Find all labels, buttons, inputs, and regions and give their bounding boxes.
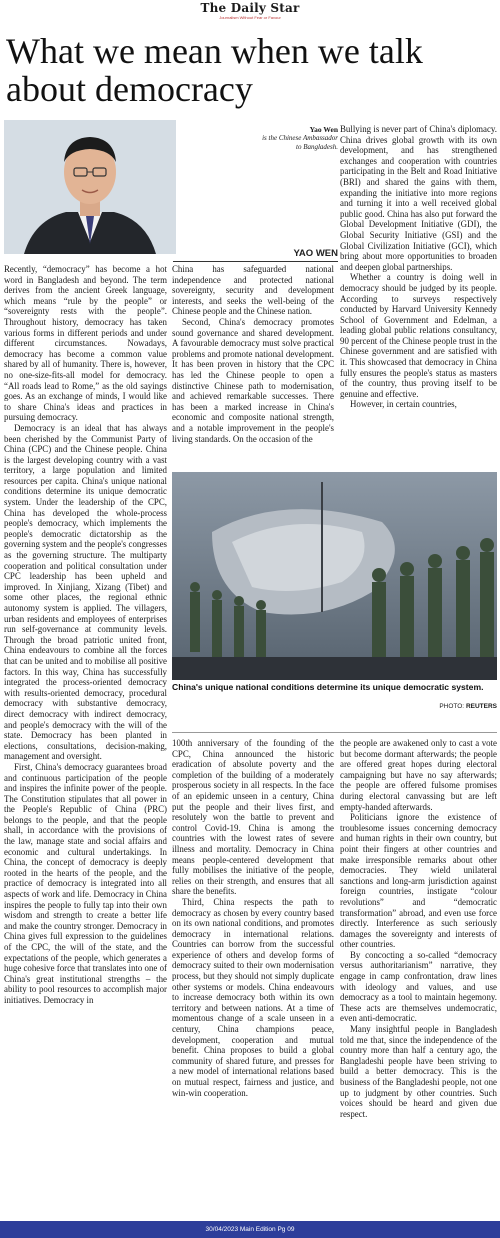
paragraph: Democracy is an ideal that has always been cherished by the Communist Party of China (CPC) and the Chinese people. China is the largest developing country with a vast territory, a large population and limited resources per capita. China's unique national conditions determine its unique democratic system. Under the leadership of the CPC, China has developed the whole-process people's democracy, which implements the people's democratic dictatorship as the governing system and the people's congresses as the governing structure. The multiparty cooperation and political consultation under CPC leadership has been upheld and improved. In Xinjiang, Xizang (Tibet) and some other places, the regional ethnic autonomy system is applied. The villagers, urban residents and employees of enterprises run self-governance at community levels. Through the broad patriotic united front, China endeavours to combine all the forces that can be united and to mobilise all positive factors. In this way, China has successfully integrated the process-oriented democracy with results-oriented democracy, procedural democracy with substantive democracy, direct democracy with indirect democracy, and people's democracy with the will of the state. Democracy has been planted in elections, consultations, decision-making, management and oversight. (4, 422, 167, 762)
article-headline: What we mean when we talk about democracy (6, 31, 423, 109)
edition-label: 30/04/2023 Main Edition Pg 09 (205, 1226, 295, 1233)
paragraph: China has safeguarded national independence and protected national sovereignty, security and development interests, and seeks the well-being of the Chinese people and the Chinese nation. (172, 264, 334, 317)
author-tag: YAO WEN (293, 248, 338, 259)
photo-credit (300, 703, 497, 710)
byline-name: Yao Wen (309, 125, 338, 134)
paragraph: Whether a country is doing well in democracy should be judged by its people. According to surveys respectively conducted by Harvard University Kennedy School of Government and Edelman, a leading global public relations consultancy, 90 percent of the Chinese people trust in the Chinese government and are satisfied with it. This showcased that democracy in China fully ensures the people's status as masters of the country, thus proving itself to be genuine and effective. (340, 272, 497, 399)
paragraph: Politicians ignore the existence of troublesome issues concerning democracy and human rights in their own country, but point their fingers at other countries and make irresponsible remarks about other democracies. They wield unilateral sanctions and long-arm jurisdiction against foreign countries, instigate “colour revolutions” and “democratic transformation” abroad, and even use force directly. Interference as such seriously damages the sovereignty and interests of other countries. (340, 812, 497, 950)
paragraph: By concocting a so-called “democracy versus authoritarianism” narrative, they engage in camp confrontation, draw lines with ideology and values, and use democracy as a tool to maintain hegemony. These acts are themselves undemocratic, even anti-democratic. (340, 949, 497, 1024)
masthead-tagline: Journalism Without Fear or Favour (219, 15, 281, 20)
edition-footer (0, 1221, 500, 1238)
article-column-1 (4, 264, 167, 1214)
paragraph: First, China's democracy guarantees broad and continuous participation of the people and inspires the infinite power of the people. The Constitution stipulates that all power in the People's Republic of China (PRC) belongs to the people, and that the people shall, in accordance with the provisions of the law, manage state and social affairs and economic and cultural undertakings. In China, the concept of democracy is deeply rooted in the hearts of the people, and the practice of democracy is integrated into all aspects of work and life. Democracy in China inspires the people to fully tap into their own wisdom and strength to create a better life and make the country stronger. Democracy in China gives full expression to the guidelines of the CPC, the will of the state, and the expectations of the people, which generates a huge cohesive force that translates into one of China's great institutional strengths – the ability to pool resources to accomplish major initiatives. Democracy in (4, 761, 167, 1005)
flag-raising-ceremony-photo (172, 472, 497, 680)
photo-caption: China's unique national conditions determine its unique democratic system. (172, 682, 484, 692)
masthead (0, 0, 500, 24)
paragraph: Third, China respects the path to democracy as chosen by every country based on its own national conditions, and promotes democracy in international relations. Countries can borrow from the successful experience of others and develop forms of democracy suited to their own modernisation process, but they should not simply duplicate other systems or models. China endeavours to increase democracy both within its own territory and between nations. At a time of momentous change of a scale unseen in a century, China champions peace, development, cooperation and mutual benefit. China proposes to build a global community of shared future, and presses for a new model of international relations based on mutual respect, fairness and justice, and win-win cooperation. (172, 896, 334, 1098)
photo-credit-source: REUTERS (465, 703, 497, 710)
byline-description: is the Chinese Ambassador to Bangladesh. (262, 134, 338, 151)
article-column-2-top (172, 264, 334, 467)
photo-credit-label: PHOTO: (439, 703, 465, 710)
article-column-3-top (340, 124, 497, 469)
paragraph: Second, China's democracy promotes sound governance and shared development. A favourable democracy must solve practical problems and promote national development. It has been proven in history that the CPC has led the Chinese people to open a distinctive Chinese path to modernisation, and achieved remarkable successes. There has been a marked increase in China's economic and composite national strength, and a notable improvement in the people's living standards. On the occasion of the (172, 316, 334, 444)
paragraph: Bullying is never part of China's diplomacy. China drives global growth with its own development, and has strengthened exchanges and cooperation with countries participating in the Belt and Road Initiative (BRI) and shared the gains with them, expanding the initiative into more regions and turning it into a well received global public good. China has also put forward the Global Development Initiative (GDI), the Global Security Initiative (GSI) and the Global Civilization Initiative (GCI), which bring about more opportunities to broaden and deepen global partnerships. (340, 124, 497, 272)
author-portrait-photo (4, 120, 176, 254)
byline (262, 125, 338, 151)
caption-divider (172, 732, 497, 733)
paragraph: Many insightful people in Bangladesh told me that, since the independence of the country more than half a century ago, the Bangladeshi people have been striving to build a better democracy. This is the business of the Bangladeshi people, not one up to judgment by other countries. Such voices should be heard and given due respect. (340, 1024, 497, 1119)
paragraph: However, in certain countries, (350, 399, 457, 410)
paragraph: 100th anniversary of the founding of the CPC, China announced the historic eradication of absolute poverty and the completion of the building of a moderately prosperous society in all respects. In the face of an epidemic unseen in a century, China put the people and their lives first, and resolutely won the battle to prevent and control Covid-19. China is among the countries with the lowest rates of severe illness and mortality. Democracy in China means people-centered development that fully mobilises the initiative of the people, relies on their strength, and ensures that all share the benefits. (172, 738, 334, 897)
paragraph: Recently, “democracy” has become a hot word in Bangladesh and beyond. The term derives from the ancient Greek language, which means “rule by the people” or “sovereignty rests with the people”. Throughout history, democracy has taken various forms in different periods and under different circumstances. Nowadays, democracy has become a common value shared by all of humanity. There is, however, no one-size-fits-all model for democracy. “All roads lead to Rome,” as the old sayings goes. As an exchange of minds, I would like to share China's ideas and practices in pursuing democracy. (4, 264, 167, 423)
author-rule-divider (173, 261, 338, 262)
article-column-2-bottom (172, 738, 334, 1214)
paragraph: the people are awakened only to cast a vote but become dormant afterwards; the people are offered great hopes during electoral campaigning but have no say afterwards; the people are offered fulsome promises during electoral canvassing but are left empty-handed afterwards. (340, 738, 497, 812)
masthead-logo: The Daily Star (200, 1, 300, 15)
article-column-3-bottom (340, 738, 497, 1214)
